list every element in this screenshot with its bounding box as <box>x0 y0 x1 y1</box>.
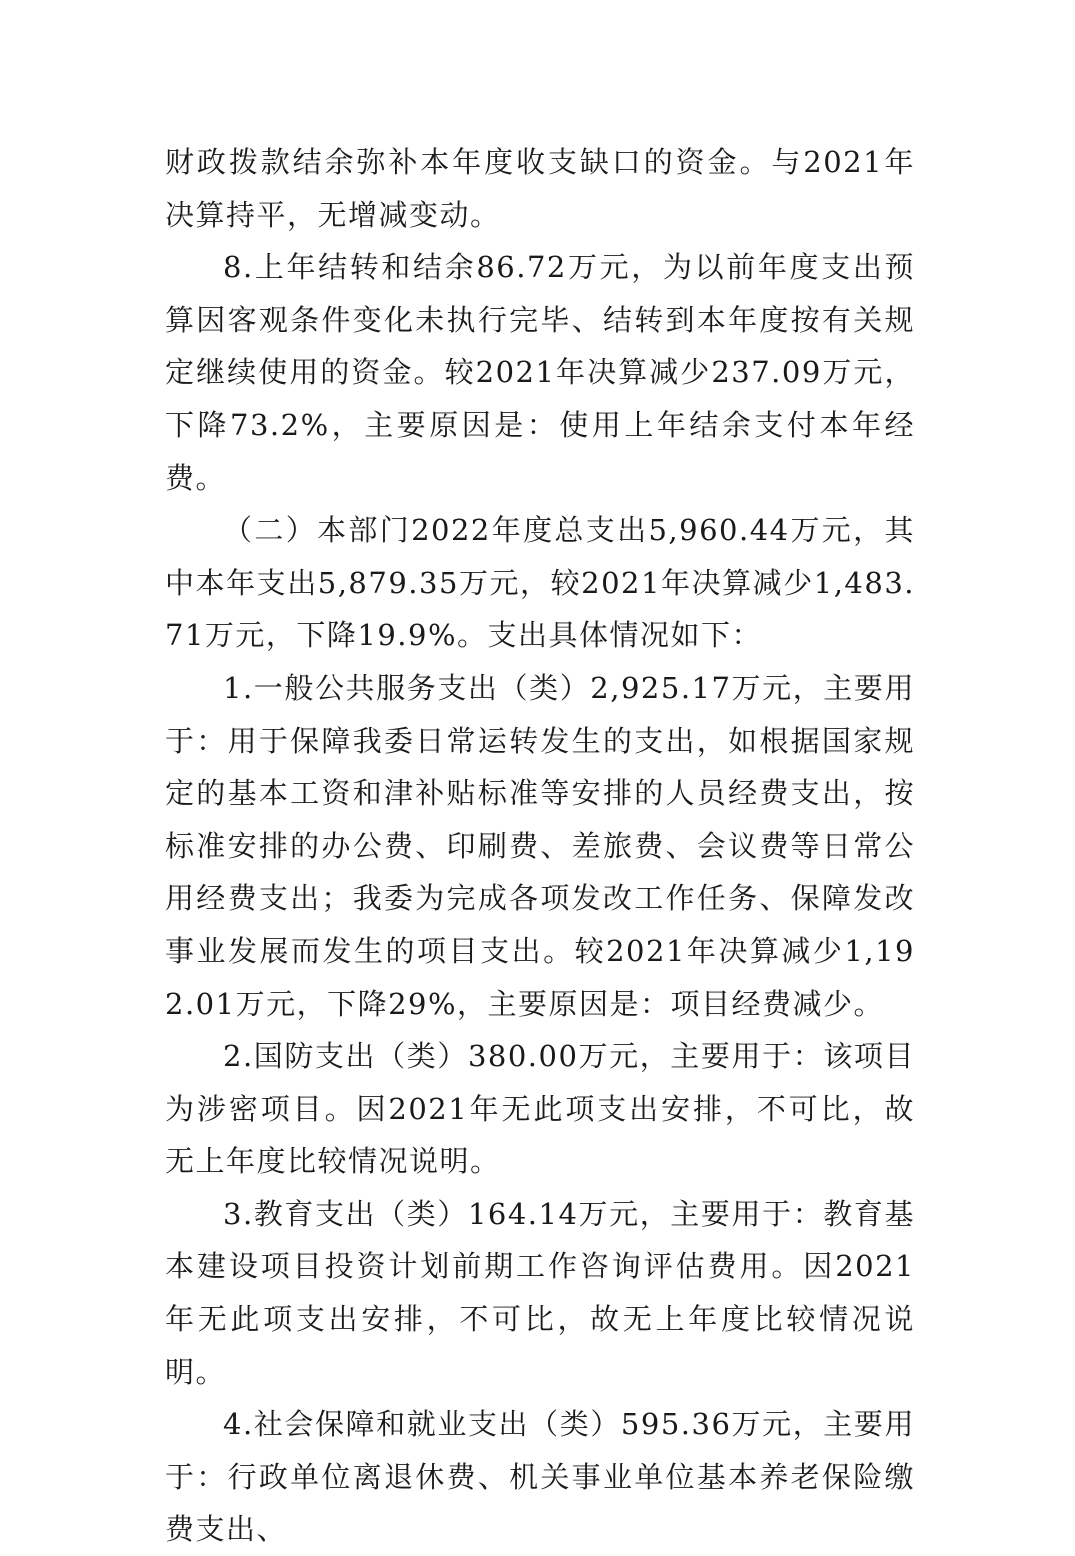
paragraph-carryover-balance: 8.上年结转和结余86.72万元，为以前年度支出预算因客观条件变化未执行完毕、结转到本年度按有关规定继续使用的资金。较2021年决算减少237.09万元，下降73.2%，主要原因是：使用上年结余支付本年经费。 <box>165 250 915 495</box>
paragraph-general-public-services: 1.一般公共服务支出（类）2,925.17万元，主要用于：用于保障我委日常运转发生的支出，如根据国家规定的基本工资和津补贴标准等安排的人员经费支出，按标准安排的办公费、印刷费、差旅费、会议费等日常公用经费支出；我委为完成各项发改工作任务、保障发改事业发展而发生的项目支出。较2021年决算减少1,192.01万元，下降29%，主要原因是：项目经费减少。 <box>165 670 915 1021</box>
paragraph-national-defense: 2.国防支出（类）380.00万元，主要用于：该项目为涉密项目。因2021年无此项支出安排，不可比，故无上年度比较情况说明。 <box>165 1039 915 1179</box>
paragraph-total-expenditure: （二）本部门2022年度总支出5,960.44万元，其中本年支出5,879.35万元，较2021年决算减少1,483.71万元，下降19.9%。支出具体情况如下： <box>165 513 915 653</box>
paragraph-education: 3.教育支出（类）164.14万元，主要用于：教育基本建设项目投资计划前期工作咨询评估费用。因2021年无此项支出安排，不可比，故无上年度比较情况说明。 <box>165 1196 915 1389</box>
paragraph-social-security: 4.社会保障和就业支出（类）595.36万元，主要用于：行政单位离退休费、机关事业单位基本养老保险缴费支出、 <box>165 1407 915 1547</box>
document-body <box>165 136 915 1556</box>
paragraph-continued: 财政拨款结余弥补本年度收支缺口的资金。与2021年决算持平，无增减变动。 <box>165 145 915 232</box>
